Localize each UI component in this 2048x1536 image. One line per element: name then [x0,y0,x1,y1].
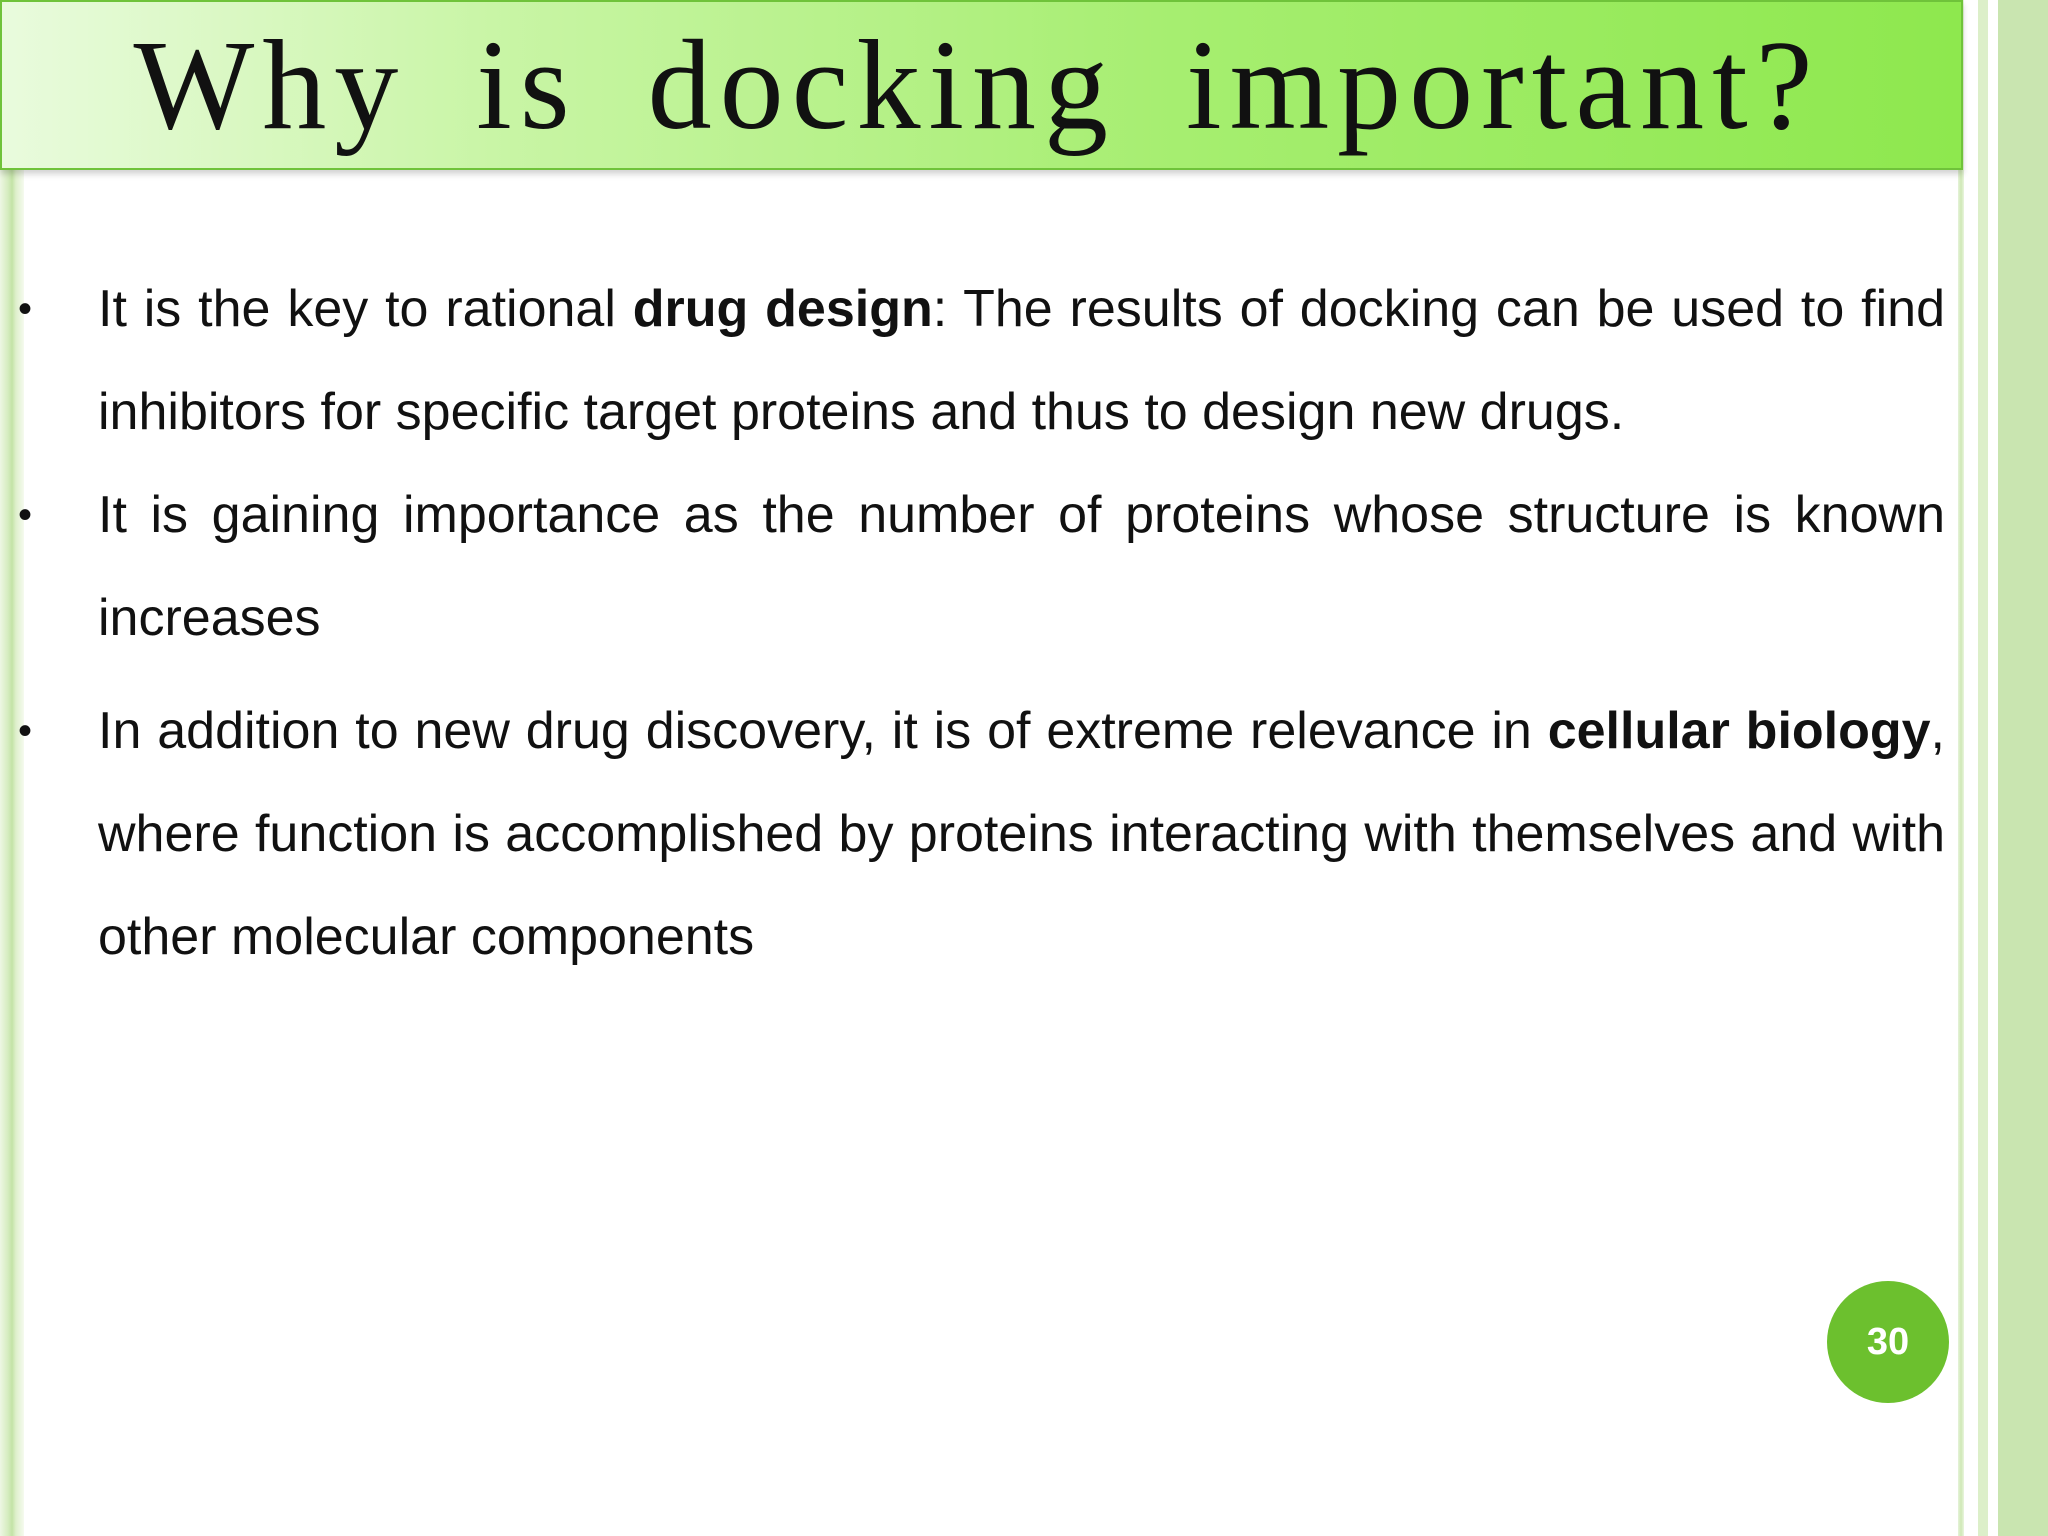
bullet-item-cellular-biology [0,680,1945,989]
bullet-marker: • [18,709,33,753]
bullet-list [0,258,1945,989]
title-banner [0,0,1963,170]
right-border-line [1958,0,1964,1536]
page-number-badge: 30 [1827,1281,1949,1403]
bullet-text: It is the key to rational drug design: The results of docking can be used to find inhibitors for specific target proteins and thus to design new drugs. [98,280,1945,441]
slide-title: Why is docking important? [133,14,1821,156]
bullet-text: In addition to new drug discovery, it is of extreme relevance in cellular biology, where function is accomplished by proteins interacting with themselves and with other molecular components [98,702,1945,966]
right-border-stripe [1978,0,1988,1536]
bold-term-drug-design: drug design [632,280,933,338]
bullet-item-importance [0,464,1945,670]
bullet-item-drug-design [0,258,1945,464]
bullet-text: It is gaining importance as the number of proteins whose structure is known increases [98,486,1945,647]
right-border-band [1998,0,2048,1536]
bold-term-cellular-biology: cellular biology [1547,702,1931,760]
bullet-marker: • [18,287,33,331]
bullet-marker: • [18,493,33,537]
right-decorative-border [1958,0,2048,1536]
